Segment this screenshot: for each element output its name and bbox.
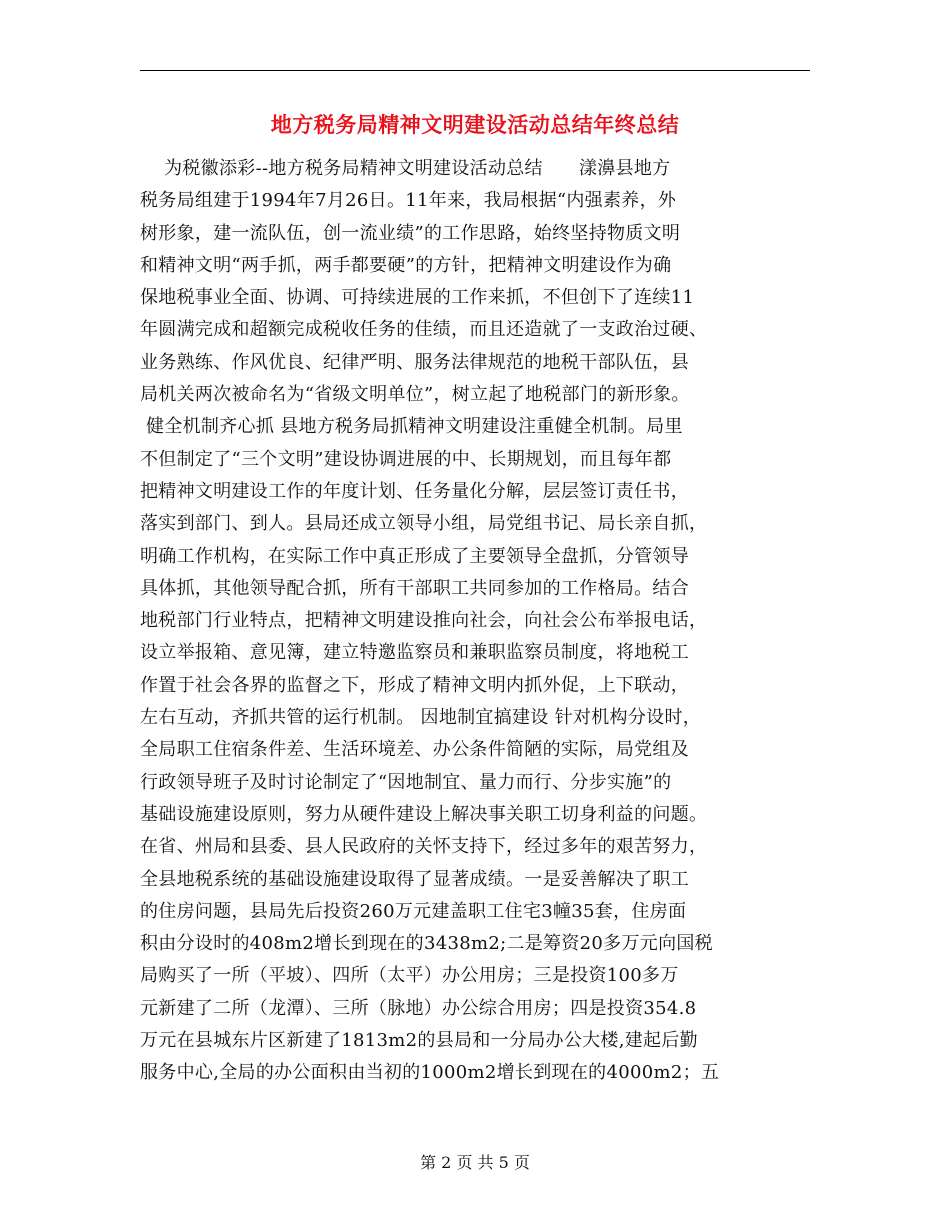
body-line: 落实到部门、到人。县局还成立领导小组，局党组书记、局长亲自抓， bbox=[140, 513, 708, 535]
body-line: 局机关两次被命名为“省级文明单位”，树立起了地税部门的新形象。 bbox=[140, 384, 690, 406]
body-line: 万元在县城东片区新建了1813m2的县局和一分局办公大楼,建起后勤 bbox=[140, 1030, 698, 1052]
body-line: 全县地税系统的基础设施建设取得了显著成绩。一是妥善解决了职工 bbox=[140, 868, 689, 890]
body-line: 局购买了一所（平坡）、四所（太平）办公用房；三是投资100多万 bbox=[140, 965, 679, 987]
document-body bbox=[140, 153, 820, 1090]
body-line: 左右互动，齐抓共管的运行机制。 因地制宜搞建设 针对机构分设时， bbox=[140, 707, 702, 729]
body-line: 的住房问题，县局先后投资260万元建盖职工住宅3幢35套，住房面 bbox=[140, 900, 687, 922]
body-line: 税务局组建于1994年7月26日。11年来，我局根据“内强素养，外 bbox=[140, 190, 677, 212]
body-line: 树形象，建一流队伍，创一流业绩”的工作思路，始终坚持物质文明 bbox=[140, 222, 681, 244]
body-line: 健全机制齐心抓 县地方税务局抓精神文明建设注重健全机制。局里 bbox=[140, 416, 683, 438]
body-line: 具体抓，其他领导配合抓，所有干部职工共同参加的工作格局。结合 bbox=[140, 577, 689, 599]
body-line: 把精神文明建设工作的年度计划、任务量化分解，层层签订责任书， bbox=[140, 480, 689, 502]
body-line: 不但制定了“三个文明”建设协调进展的中、长期规划，而且每年都 bbox=[140, 448, 672, 470]
body-line: 行政领导班子及时讨论制定了“因地制宜、量力而行、分步实施”的 bbox=[140, 771, 672, 793]
body-line: 全局职工住宿条件差、生活环境差、办公条件简陋的实际，局党组及 bbox=[140, 739, 689, 761]
body-line: 为税徽添彩--地方税务局精神文明建设活动总结 漾濞县地方 bbox=[140, 158, 671, 179]
body-line: 服务中心,全局的办公面积由当初的1000m2增长到现在的4000m2；五 bbox=[140, 1062, 720, 1084]
body-line: 业务熟练、作风优良、纪律严明、服务法律规范的地税干部队伍，县 bbox=[140, 351, 689, 373]
body-line: 设立举报箱、意见簿，建立特邀监察员和兼职监察员制度，将地税工 bbox=[140, 642, 689, 664]
body-line: 保地税事业全面、协调、可持续进展的工作来抓，不但创下了连续11 bbox=[140, 287, 695, 309]
body-line: 年圆满完成和超额完成税收任务的佳绩，而且还造就了一支政治过硬、 bbox=[140, 319, 708, 341]
body-line: 明确工作机构，在实际工作中真正形成了主要领导全盘抓，分管领导 bbox=[140, 545, 689, 567]
body-line: 地税部门行业特点，把精神文明建设推向社会，向社会公布举报电话， bbox=[140, 610, 708, 632]
body-line: 元新建了二所（龙潭）、三所（脉地）办公综合用房；四是投资354.8 bbox=[140, 997, 697, 1019]
document-title: 地方税务局精神文明建设活动总结年终总结 bbox=[270, 112, 680, 137]
body-line: 积由分设时的408m2增长到现在的3438m2;二是筹资20多万元向国税 bbox=[140, 933, 713, 955]
header-rule bbox=[140, 70, 810, 71]
body-line: 基础设施建设原则，努力从硬件建设上解决事关职工切身利益的问题。 bbox=[140, 803, 708, 825]
body-line: 作置于社会各界的监督之下，形成了精神文明内抓外促，上下联动， bbox=[140, 674, 689, 696]
body-line: 和精神文明“两手抓，两手都要硬”的方针，把精神文明建设作为确 bbox=[140, 254, 672, 276]
body-line: 在省、州局和县委、县人民政府的关怀支持下，经过多年的艰苦努力， bbox=[140, 836, 708, 858]
page-number: 第 2 页 共 5 页 bbox=[420, 1153, 530, 1172]
